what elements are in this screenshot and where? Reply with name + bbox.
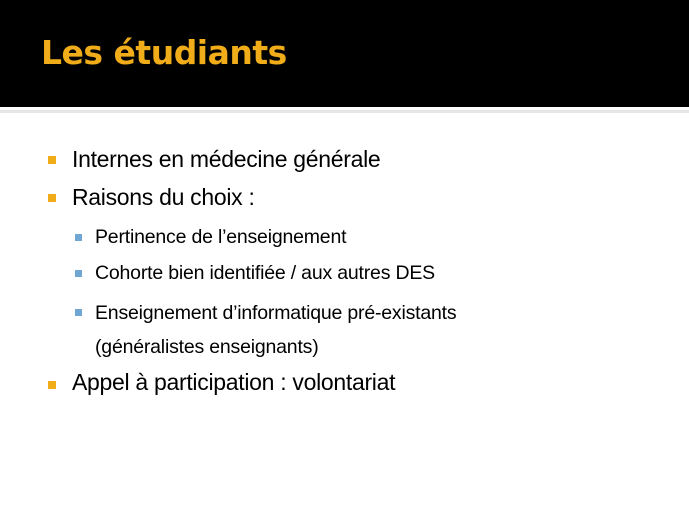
list-item-text: Pertinence de l’enseignement (95, 226, 347, 248)
square-bullet-icon (48, 194, 56, 202)
list-item-text: Appel à participation : volontariat (72, 369, 396, 395)
square-bullet-icon (75, 234, 82, 241)
list-item-text: Raisons du choix : (72, 184, 255, 210)
square-bullet-icon (75, 309, 82, 316)
square-bullet-icon (75, 270, 82, 277)
square-bullet-icon (48, 381, 56, 389)
list-item-text: Internes en médecine générale (72, 146, 381, 172)
list-item-continuation-text: (généralistes enseignants) (95, 336, 319, 358)
slide-title: Les étudiants (41, 33, 287, 72)
list-item-text: Cohorte bien identifiée / aux autres DES (95, 262, 435, 284)
list-item-text: Enseignement d’informatique pré-existants (95, 302, 457, 324)
square-bullet-icon (48, 156, 56, 164)
